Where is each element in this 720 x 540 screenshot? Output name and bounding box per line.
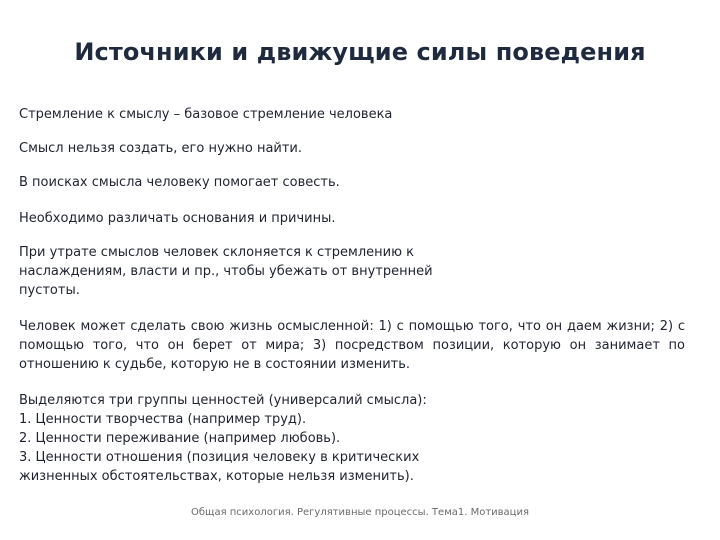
values-list-intro: Выделяются три группы ценностей (универсалий смысла): [19, 393, 427, 408]
paragraph-1: Стремление к смыслу – базовое стремление человека [19, 107, 393, 122]
values-list-item-1: 1. Ценности творчества (например труд). [19, 412, 307, 427]
values-list-item-2: 2. Ценности переживание (например любовь). [19, 431, 341, 446]
paragraph-6: Человек может сделать свою жизнь осмысленной: 1) с помощью того, что он даем жизни; 2) с помощью того, что он берет от мира; 3) посредством позиции, которую он занимает по отношению к судьбе, которую не в состоянии изменить. [19, 319, 685, 372]
values-list [19, 391, 499, 486]
values-list-item-3: 3. Ценности отношения (позиция человеку в критических жизненных обстоятельствах, которые нельзя изменить). [19, 450, 420, 484]
paragraph-3: В поисках смысла человеку помогает совесть. [19, 175, 340, 190]
slide-title: Источники и движущие силы поведения [74, 38, 646, 66]
paragraph-4: Необходимо различать основания и причины. [19, 211, 336, 226]
slide-footer: Общая психология. Регулятивные процессы. Тема1. Мотивация [190, 507, 529, 518]
paragraph-2: Смысл нельзя создать, его нужно найти. [19, 141, 303, 156]
paragraph-5: При утрате смыслов человек склоняется к стремлению к наслаждениям, власти и пр., чтобы убежать от внутренней пустоты. [19, 245, 433, 298]
slide-content [19, 105, 685, 486]
